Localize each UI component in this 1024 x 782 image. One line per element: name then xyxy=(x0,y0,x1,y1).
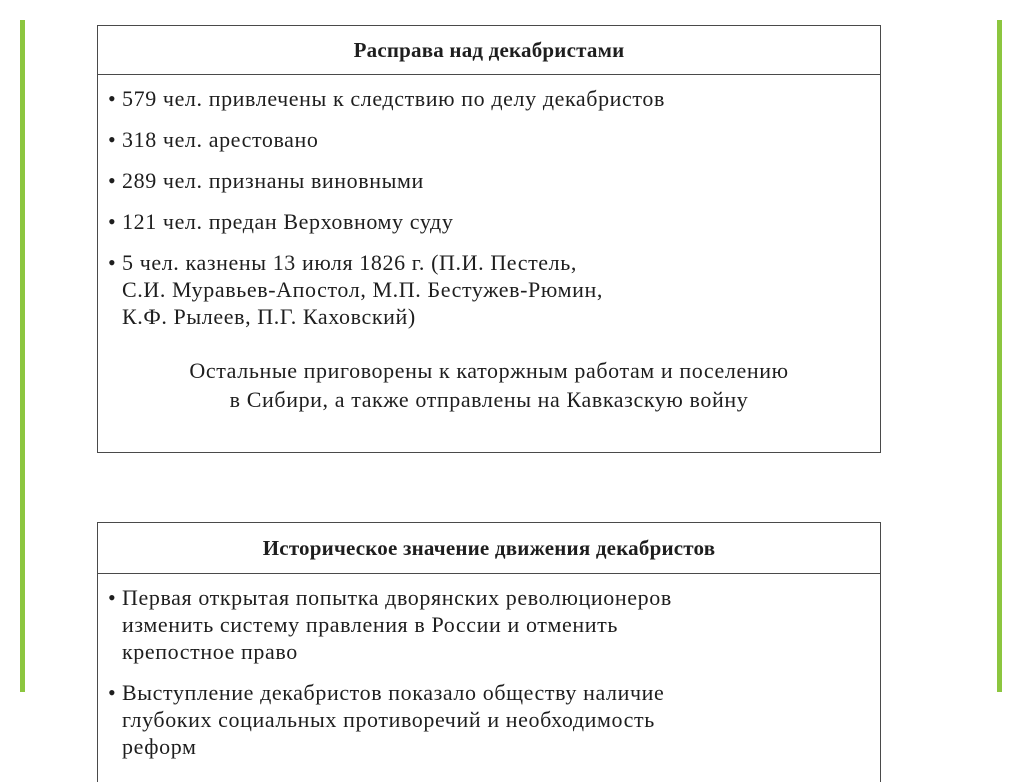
bullet-icon: • xyxy=(108,86,117,111)
right-accent-bar xyxy=(997,20,1002,692)
significance-1-line-2: изменить систему правления в России и отменить xyxy=(122,612,618,637)
list-item xyxy=(98,584,880,665)
list-item xyxy=(98,208,880,235)
significance-1-line-1: Первая открытая попытка дворянских революционеров xyxy=(122,585,672,610)
sentence-note-line-2: в Сибири, а также отправлены на Кавказскую войну xyxy=(229,387,749,412)
executed-line-2: С.И. Муравьев-Апостол, М.П. Бестужев-Рюмин, xyxy=(122,277,603,302)
significance-2-line-1: Выступление декабристов показало обществу наличие xyxy=(122,680,665,705)
bullet-icon: • xyxy=(108,250,117,275)
sentence-note xyxy=(98,356,880,414)
significance-2-line-3: реформ xyxy=(122,734,197,759)
significance-box-title: Историческое значение движения декабристов xyxy=(98,523,880,574)
list-item-executed xyxy=(98,249,880,330)
list-item xyxy=(98,167,880,194)
list-item xyxy=(98,679,880,760)
list-item-text: 579 чел. привлечены к следствию по делу декабристов xyxy=(122,86,665,111)
left-accent-bar xyxy=(20,20,25,692)
bullet-icon: • xyxy=(108,585,117,610)
bullet-icon: • xyxy=(108,680,117,705)
significance-2-line-2: глубоких социальных противоречий и необходимость xyxy=(122,707,655,732)
list-item-text: 121 чел. предан Верховному суду xyxy=(122,209,454,234)
sentence-note-line-1: Остальные приговорены к каторжным работам и поселению xyxy=(189,358,789,383)
list-item-text: 318 чел. арестовано xyxy=(122,127,319,152)
list-item-text: 289 чел. признаны виновными xyxy=(122,168,424,193)
executed-line-1: 5 чел. казнены 13 июля 1826 г. (П.И. Пестель, xyxy=(122,250,577,275)
repression-box xyxy=(97,25,881,453)
bullet-icon: • xyxy=(108,127,117,152)
list-item xyxy=(98,85,880,112)
executed-line-3: К.Ф. Рылеев, П.Г. Каховский) xyxy=(122,304,416,329)
significance-box xyxy=(97,522,881,782)
bullet-icon: • xyxy=(108,209,117,234)
repression-list xyxy=(98,75,880,330)
list-item xyxy=(98,126,880,153)
bullet-icon: • xyxy=(108,168,117,193)
significance-1-line-3: крепостное право xyxy=(122,639,298,664)
significance-list xyxy=(98,574,880,760)
repression-box-title: Расправа над декабристами xyxy=(98,26,880,75)
